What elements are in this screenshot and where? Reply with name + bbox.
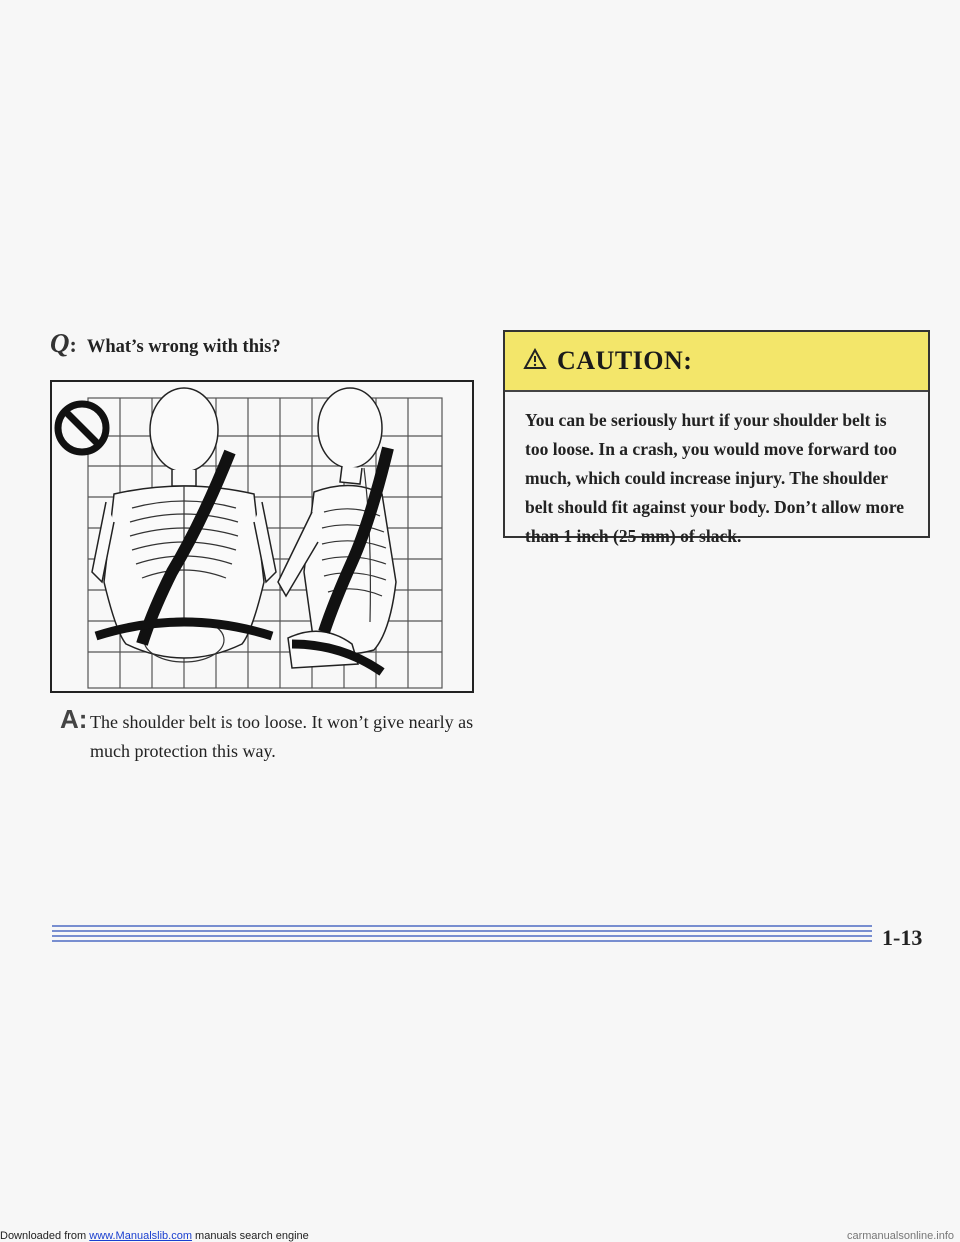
answer-block	[60, 704, 480, 766]
question-letter: Q	[50, 328, 70, 358]
page-number: 1-13	[882, 925, 923, 950]
caution-body: You can be seriously hurt if your shoulder belt is too loose. In a crash, you would move forward too much, which could increase injury. The shoulder belt should fit against your body. Don’t allow more than 1 inch (25 mm) of slack.	[525, 410, 905, 546]
answer-text: The shoulder belt is too loose. It won’t give nearly as much protection this way.	[90, 712, 474, 761]
caution-box	[503, 330, 930, 546]
question-text: What’s wrong with this?	[86, 337, 281, 357]
prohibited-icon	[58, 404, 106, 452]
answer-letter: A:	[60, 704, 88, 734]
seatbelt-illustration	[50, 380, 474, 693]
footer-suffix: manuals search engine	[191, 1230, 309, 1242]
caution-header	[505, 332, 928, 392]
manualslib-link[interactable]: www.Manualslib.com	[89, 1230, 192, 1242]
question-line	[50, 328, 281, 359]
warning-triangle-icon	[523, 348, 547, 375]
question-colon: :	[69, 332, 77, 357]
page-rule	[0, 918, 960, 958]
watermark: carmanualsonline.info	[846, 1230, 954, 1242]
download-footer	[0, 1231, 309, 1242]
footer-prefix: Downloaded from	[0, 1230, 90, 1242]
caution-title: CAUTION:	[557, 346, 693, 375]
